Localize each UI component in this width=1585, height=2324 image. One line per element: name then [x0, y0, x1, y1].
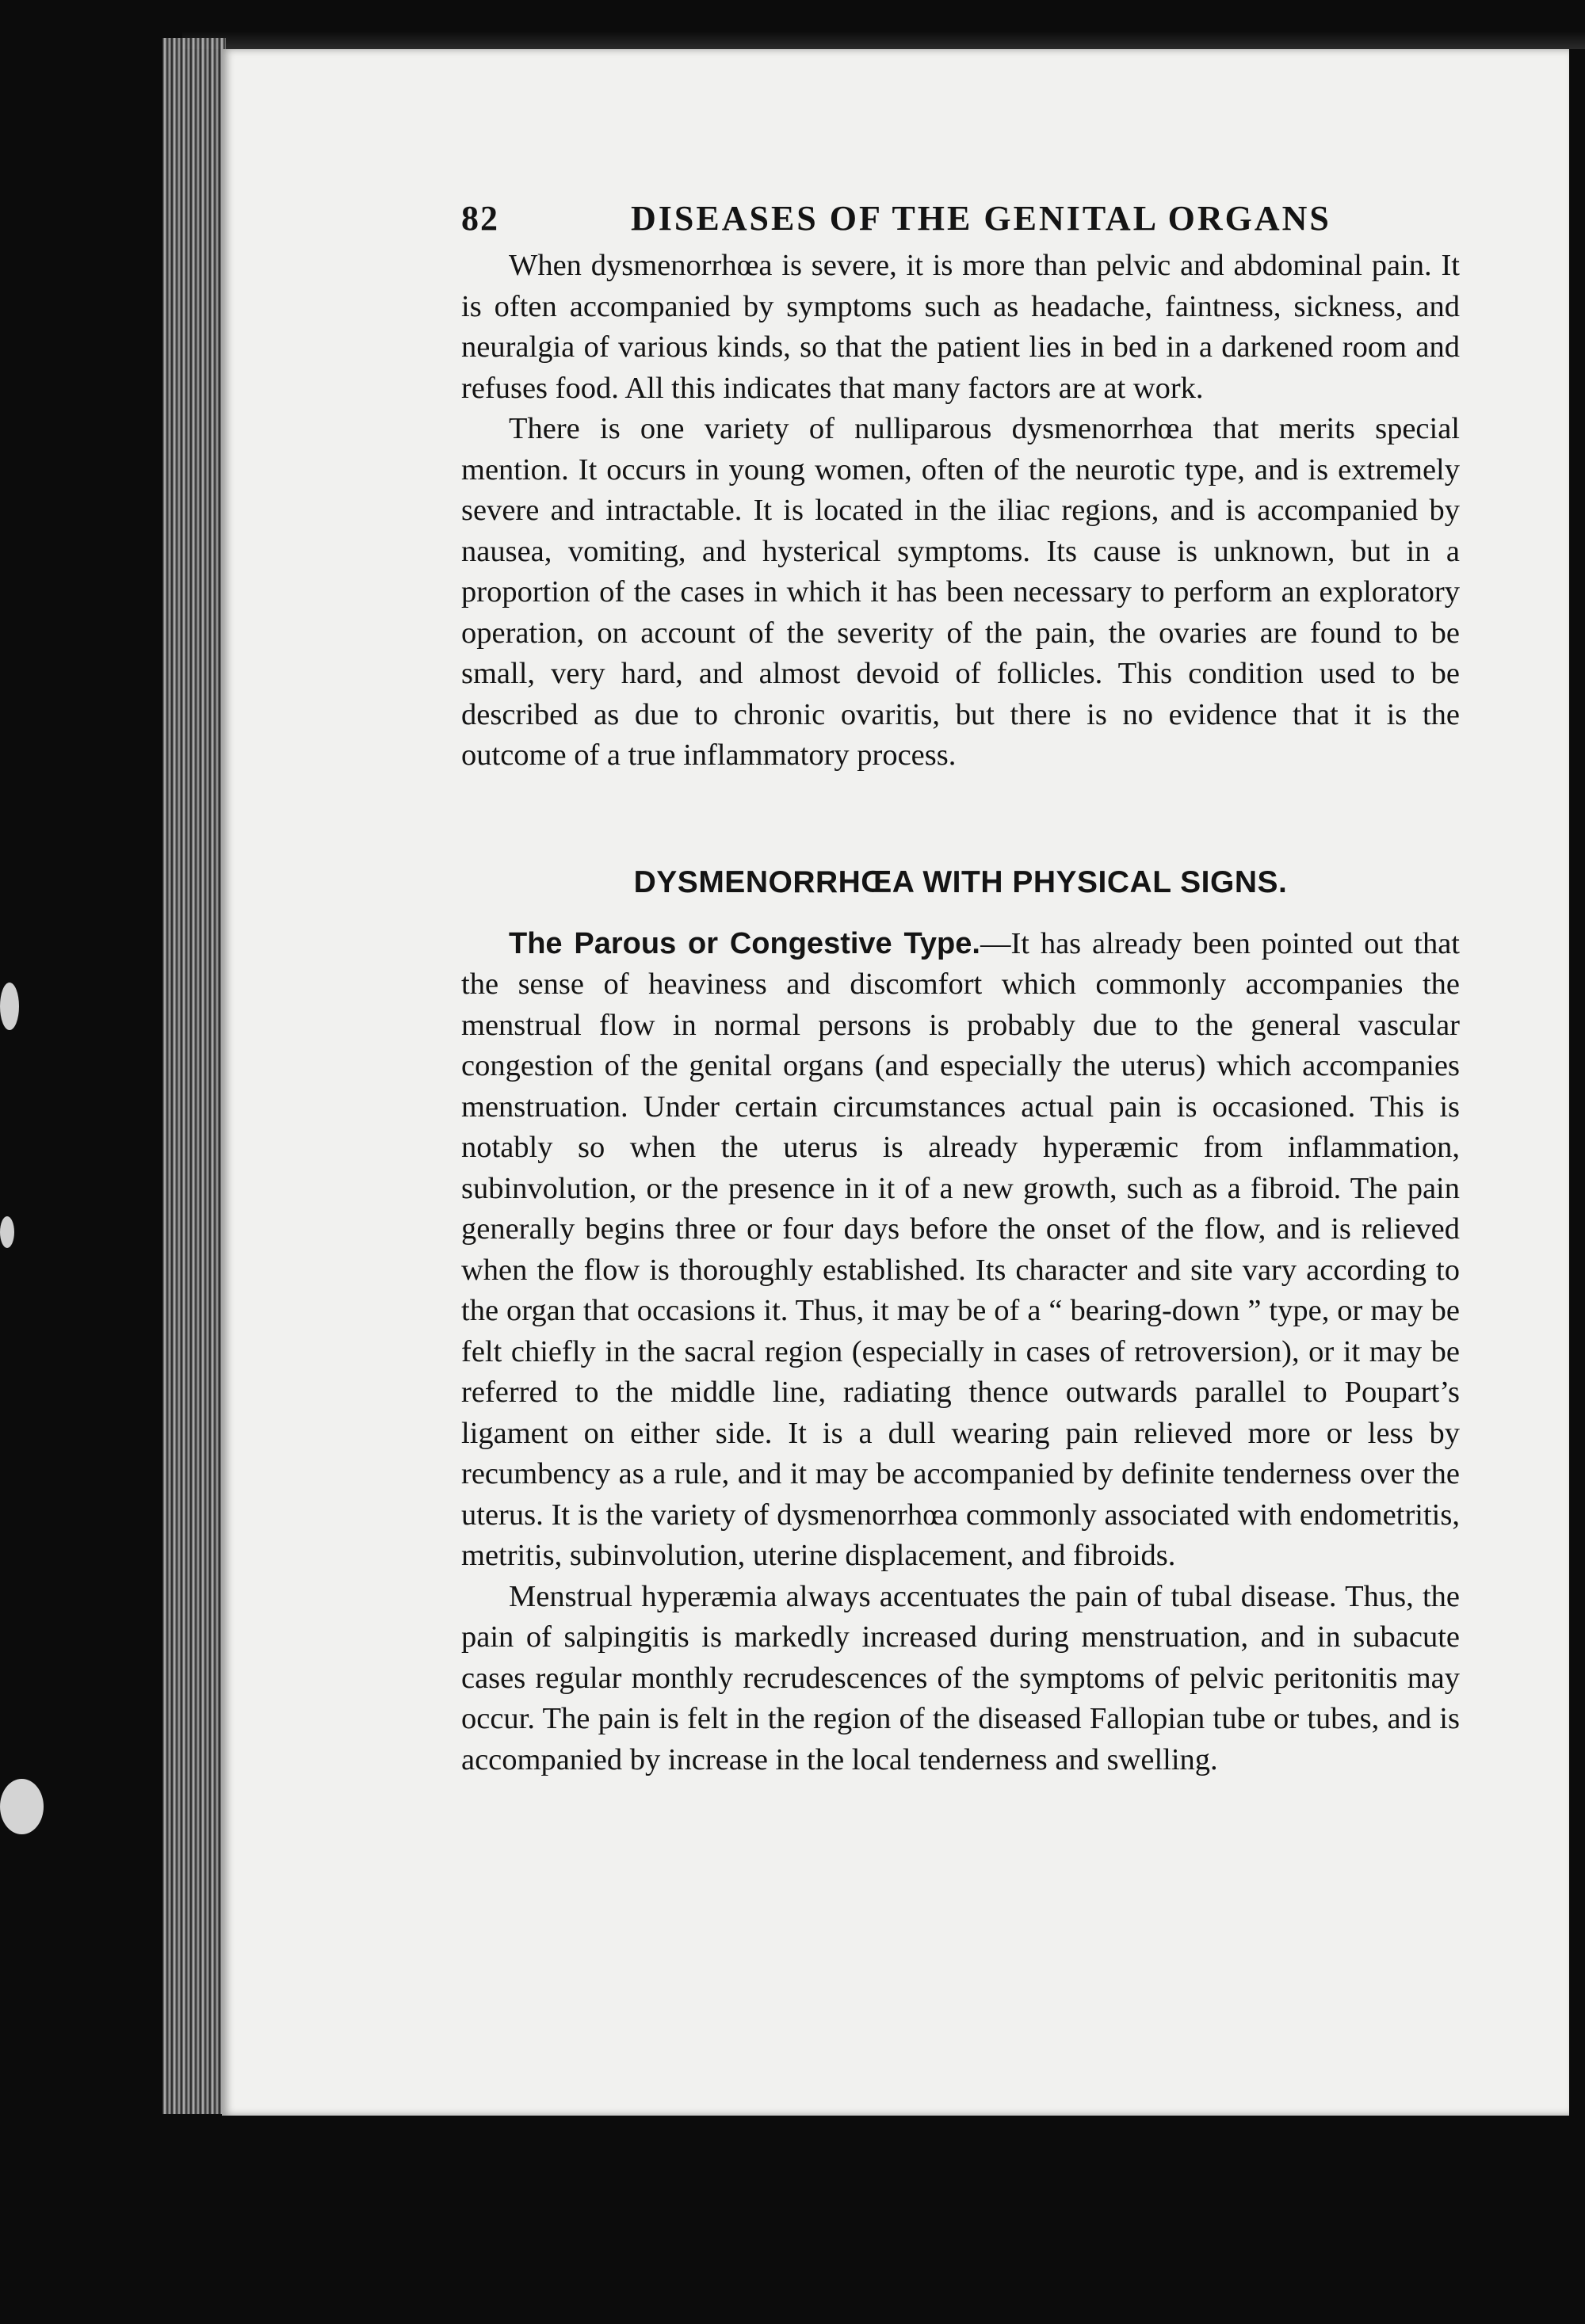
paragraph: When dysmenorrhœa is severe, it is more than pelvic and abdominal pain. It is often accompanied by symptoms such as headache, faintness, sickness, and neuralgia of various kinds, so that the patient lies in bed in a darkened room and refuses food. All this indicates that many factors are at work. [461, 249, 1460, 405]
paragraph-text: —It has already been pointed out that the sense of heaviness and discomfort which commonly accompanies the menstrual flow in normal persons is probably due to the general vascular congestion of the genital organs (and especially the uterus) which accompanies menstruation. Under certain circumstances actual pain is occasioned. This is notably so when the uterus is already hyperæmic from inflammation, subinvolution, or the presence in it of a new growth, such as a fibroid. The pain generally begins three or four days before the onset of the flow, and is relieved when the flow is thoroughly established. Its character and site vary according to the organ that occasions it. Thus, it may be of a “ bearing-down ” type, or may be felt chiefly in the sacral region (especially in cases of retroversion), or it may be referred to the middle line, radiating thence outwards parallel to Poupart’s ligament on either side. It is a dull wearing pain relieved more or less by recumbency as a rule, and it may be accompanied by definite tenderness over the uterus. It is the variety of dysmenorrhœa commonly associated with endometritis, metritis, subinvolution, uterine displacement, and fibroids. [461, 926, 1460, 1572]
scan-speck [0, 1216, 14, 1248]
scan-speck [0, 983, 19, 1030]
running-head [461, 190, 1460, 246]
book-edge [162, 38, 226, 2114]
paragraph: There is one variety of nulliparous dysmenorrhœa that merits special mention. It occurs in young women, often of the neurotic type, and is extremely severe and intractable. It is located in the iliac regions, and is accompanied by nausea, vomiting, and hysterical symptoms. Its cause is unknown, but in a proportion of the cases in which it has been necessary to perform an exploratory operation, on account of the severity of the pain, the ovaries are found to be small, very hard, and almost devoid of follicles. This condition used to be described as due to chronic ovaritis, but there is no evidence that it is the outcome of a true inflammatory process. [461, 412, 1460, 772]
scan-top-shadow [182, 32, 1585, 49]
scan-speck [0, 1779, 44, 1834]
paragraph [461, 924, 1460, 1577]
paragraph: Menstrual hyperæmia always accentuates the pain of tubal disease. Thus, the pain of salpingitis is markedly increased during menstruation, and in subacute cases regular monthly recrudescences of the symptoms of pelvic peritonitis may occur. The pain is felt in the region of the diseased Fallopian tube or tubes, and is accompanied by increase in the local tenderness and swelling. [461, 1579, 1460, 1776]
page-number: 82 [461, 199, 499, 238]
page-content [461, 190, 1460, 1780]
run-in-subheading: The Parous or Congestive Type. [509, 926, 980, 960]
section-heading: DYSMENORRHŒA WITH PHYSICAL SIGNS. [633, 864, 1288, 899]
running-title: DISEASES OF THE GENITAL ORGANS [631, 199, 1331, 238]
